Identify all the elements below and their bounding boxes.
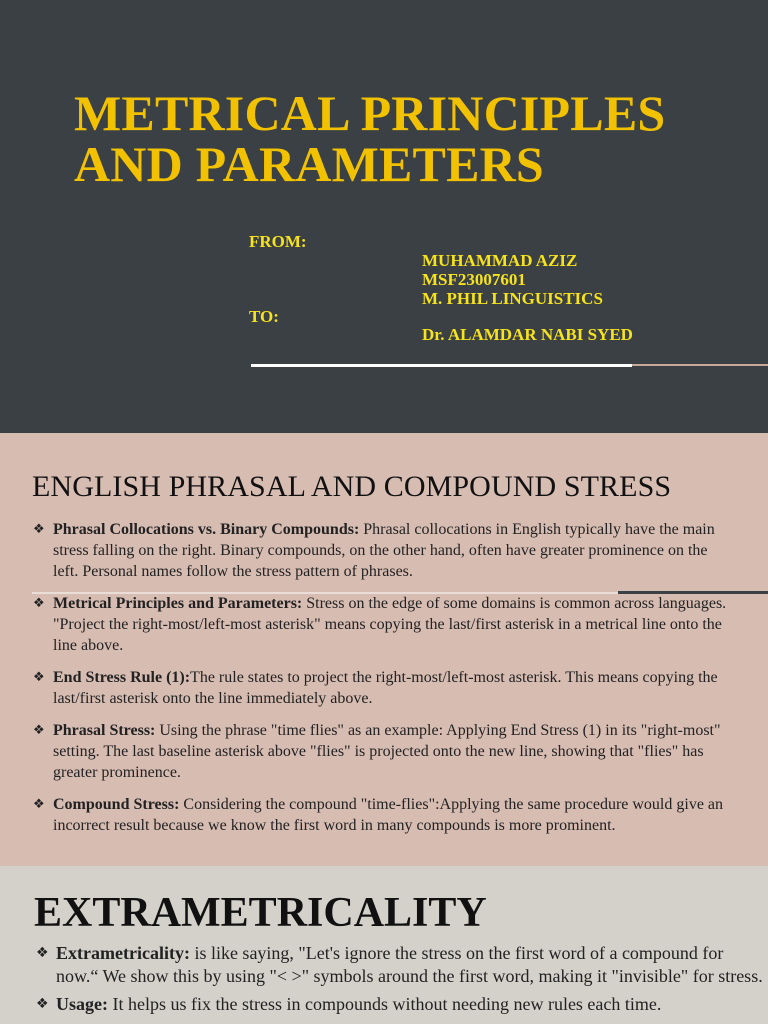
bullet-text: The rule states to project the right-most/left-most asterisk. This means copying the last/first asterisk onto the line immediately above. bbox=[53, 669, 718, 707]
list-item bbox=[36, 942, 766, 988]
to-label: TO: bbox=[249, 307, 279, 326]
phrasal-compound-stress-slide bbox=[0, 433, 768, 866]
bullet-text: It helps us fix the stress in compounds without needing new rules each time. bbox=[108, 994, 662, 1014]
list-item bbox=[33, 593, 733, 656]
diamond-bullet-icon: ❖ bbox=[33, 797, 45, 812]
bullet-text: Considering the compound "time-flies":Applying the same procedure would give an incorrect result because we know the first word in many compounds is more prominent. bbox=[53, 796, 724, 834]
list-item bbox=[36, 993, 766, 1016]
bullet-term: Metrical Principles and Parameters: bbox=[53, 595, 303, 612]
slide-heading: ENGLISH PHRASAL AND COMPOUND STRESS bbox=[32, 470, 672, 503]
title-line-1: METRICAL PRINCIPLES bbox=[74, 85, 666, 141]
bullet-list bbox=[33, 519, 733, 847]
bullet-text: is like saying, "Let's ignore the stress on the first word of a compound for now.“ We show this by using "< >" symbols around the first word, making it "invisible" for stress. bbox=[56, 943, 763, 986]
supervisor-name: Dr. ALAMDAR NABI SYED bbox=[422, 325, 633, 344]
title-slide bbox=[0, 0, 768, 433]
bullet-term: Phrasal Stress: bbox=[53, 722, 156, 739]
author-id: MSF23007601 bbox=[422, 270, 526, 289]
list-item bbox=[33, 794, 733, 836]
title-line-2: AND PARAMETERS bbox=[74, 136, 544, 192]
diamond-bullet-icon: ❖ bbox=[36, 996, 49, 1012]
from-label: FROM: bbox=[249, 232, 307, 251]
bullet-text: Stress on the edge of some domains is common across languages. "Project the right-most/left-most asterisk" means copying the last/first asterisk in a metrical line onto the line above. bbox=[53, 595, 727, 654]
title-divider bbox=[251, 364, 632, 367]
bullet-text: Phrasal collocations in English typically have the main stress falling on the right. Binary compounds, on the other hand, often have greater prominence on the left. Personal names follow the stress pattern of phrases. bbox=[53, 521, 715, 580]
diamond-bullet-icon: ❖ bbox=[33, 522, 45, 537]
diamond-bullet-icon: ❖ bbox=[33, 670, 45, 685]
list-item bbox=[33, 667, 733, 709]
bullet-term: Phrasal Collocations vs. Binary Compounds: bbox=[53, 521, 360, 538]
bullet-term: Usage: bbox=[56, 994, 108, 1014]
bullet-term: Extrametricality: bbox=[56, 943, 190, 963]
bullet-term: Compound Stress: bbox=[53, 796, 180, 813]
list-item bbox=[33, 519, 733, 582]
program-name: M. PHIL LINGUISTICS bbox=[422, 289, 603, 308]
title-divider-accent bbox=[632, 364, 768, 366]
bullet-list bbox=[36, 942, 766, 1021]
author-name: MUHAMMAD AZIZ bbox=[422, 251, 578, 270]
diamond-bullet-icon: ❖ bbox=[36, 945, 49, 961]
bullet-text: Using the phrase "time flies" as an example: Applying End Stress (1) in its "right-most" setting. The last baseline asterisk above "flies" is projected onto the new line, showing that "flies" has greater prominence. bbox=[53, 722, 721, 781]
diamond-bullet-icon: ❖ bbox=[33, 596, 45, 611]
list-item bbox=[33, 720, 733, 783]
bullet-term: End Stress Rule (1): bbox=[53, 669, 191, 686]
diamond-bullet-icon: ❖ bbox=[33, 723, 45, 738]
slide-heading: EXTRAMETRICALITY bbox=[34, 890, 487, 936]
extrametricality-slide bbox=[0, 866, 768, 1024]
